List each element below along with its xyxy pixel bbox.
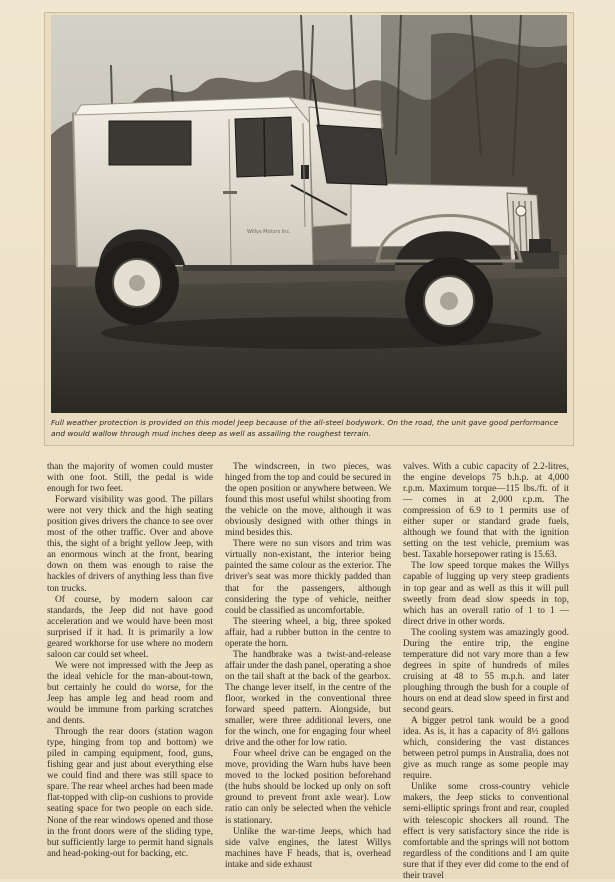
paragraph: valves. With a cubic capacity of 2.2-litres, the engine develops 75 b.h.p. at 4,000 r.p.m. Maximum torque—115 lbs./ft. of it — comes in at 2,000 r.p.m. The compression of 6.9 to 1 permits use of either super or standard grade fuels, although we found that with the ignition setting on the test vehicle, premium was best. Taxable horsepower rating is 15.63. [403, 462, 569, 561]
paragraph: We were not impressed with the Jeep as the ideal vehicle for the man-about-town, but certainly he could do worse, for the Jeep has ample leg and head room and would be immune from parking scratches and dents. [47, 660, 213, 727]
paragraph: The low speed torque makes the Willys capable of lugging up very steep gradients in top gear and as well as this it will pull sweetly from dead slow speeds in top, which has an overall ratio of 1 to 1 — direct drive in other words. [403, 561, 569, 627]
paragraph: The steering wheel, a big, three spoked affair, had a rubber button in the centre to operate the horn. [225, 616, 391, 649]
paragraph: Unlike some cross-country vehicle makers, the Jeep sticks to conventional semi-elliptic springs front and rear, coupled with telescopic shockers all round. The effect is very satisfactory since the ride is comfortable and the springs will not bottom regardless of the conditions and I am quite sure that if they ever did come to the end of their travel [403, 782, 569, 881]
photo-caption: Full weather protection is provided on this model Jeep because of the all-steel bodywork. On the road, the unit gave good performance and would wallow through mud inches deep as well as assailing the roughest terrain. [51, 418, 559, 438]
article-column-3 [403, 462, 569, 881]
door-lettering: Willys Motors Inc. [247, 229, 291, 235]
paragraph: There were no sun visors and trim was virtually non-existant, the interior being painted the same colour as the exterior. The driver's seat was more thickly padded than that for the passengers, although considering the type of vehicle, neither could be classified as uncomfortable. [225, 539, 391, 616]
article-body [47, 462, 569, 881]
paragraph: The handbrake was a twist-and-release affair under the dash panel, operating a shoe on the tail shaft at the back of the gearbox. The change lever itself, in the centre of the floor, worked in the conventional three forward speed pattern. Alongside, but smaller, were three additional levers, one for the winch, one for engaging four wheel drive and the other for low ratio. [225, 649, 391, 749]
paragraph: The cooling system was amazingly good. During the entire trip, the engine temperature did not vary more than a few degrees in spite of hundreds of miles cruising at 48 to 55 m.p.h. and later ploughing through the bush for a couple of hours on end at dead slow speed in first and second gears. [403, 627, 569, 716]
article-column-2 [225, 462, 391, 872]
paragraph: Four wheel drive can be engaged on the move, providing the Warn hubs have been moved to the locked position beforehand (the hubs should be locked up only on soft ground to prevent front axle wear). Low ratio can only be selected when the vehicle is stationary. [225, 749, 391, 826]
paragraph: A bigger petrol tank would be a good idea. As is, it has a capacity of 8½ gallons which, considering the vast distances between petrol pumps in Australia, does not give as much range as some people may require. [403, 716, 569, 782]
photo-block [44, 12, 574, 446]
jeep-photo [51, 15, 567, 413]
paragraph: Forward visibility was good. The pillars were not very thick and the high seating position gives drivers the chance to see over most of the other traffic. Over and above this, the sight of a bright yellow Jeep, with an enormous winch at the front, bearing down on them was enough to raise the hackles of drivers of anything less than five ton trucks. [47, 495, 213, 594]
paragraph: Unlike the war-time Jeeps, which had side valve engines, the latest Willys machines have F heads, that is, overhead intake and side exhaust [225, 826, 391, 870]
paragraph: Of course, by modern saloon car standards, the Jeep did not have good acceleration and we would have been most surprised if it had. It is primarily a low geared workhorse for use where no modern saloon car could set wheel. [47, 594, 213, 660]
paragraph: The windscreen, in two pieces, was hinged from the top and could be secured in the open position or anywhere between. We found this most useful whilst shooting from the vehicle on the move, although it was obviously designed with other things in mind besides this. [225, 462, 391, 539]
paragraph: than the majority of women could muster with one foot. Still, the pedal is wide enough for two feet. [47, 462, 213, 495]
paragraph: Through the rear doors (station wagon type, hinging from top and bottom) we piled in camping equipment, food, guns, fishing gear and just about everything else we could find and there was still space to spare. The rear wheel arches had been made flat-topped with clip-on cushions to provide seating space for two people on each side. None of the rear windows opened and those in the front doors were of the sliding type, but sufficiently large to permit hand signals and head-poking-out for backing, etc. [47, 727, 213, 859]
article-column-1 [47, 462, 213, 872]
